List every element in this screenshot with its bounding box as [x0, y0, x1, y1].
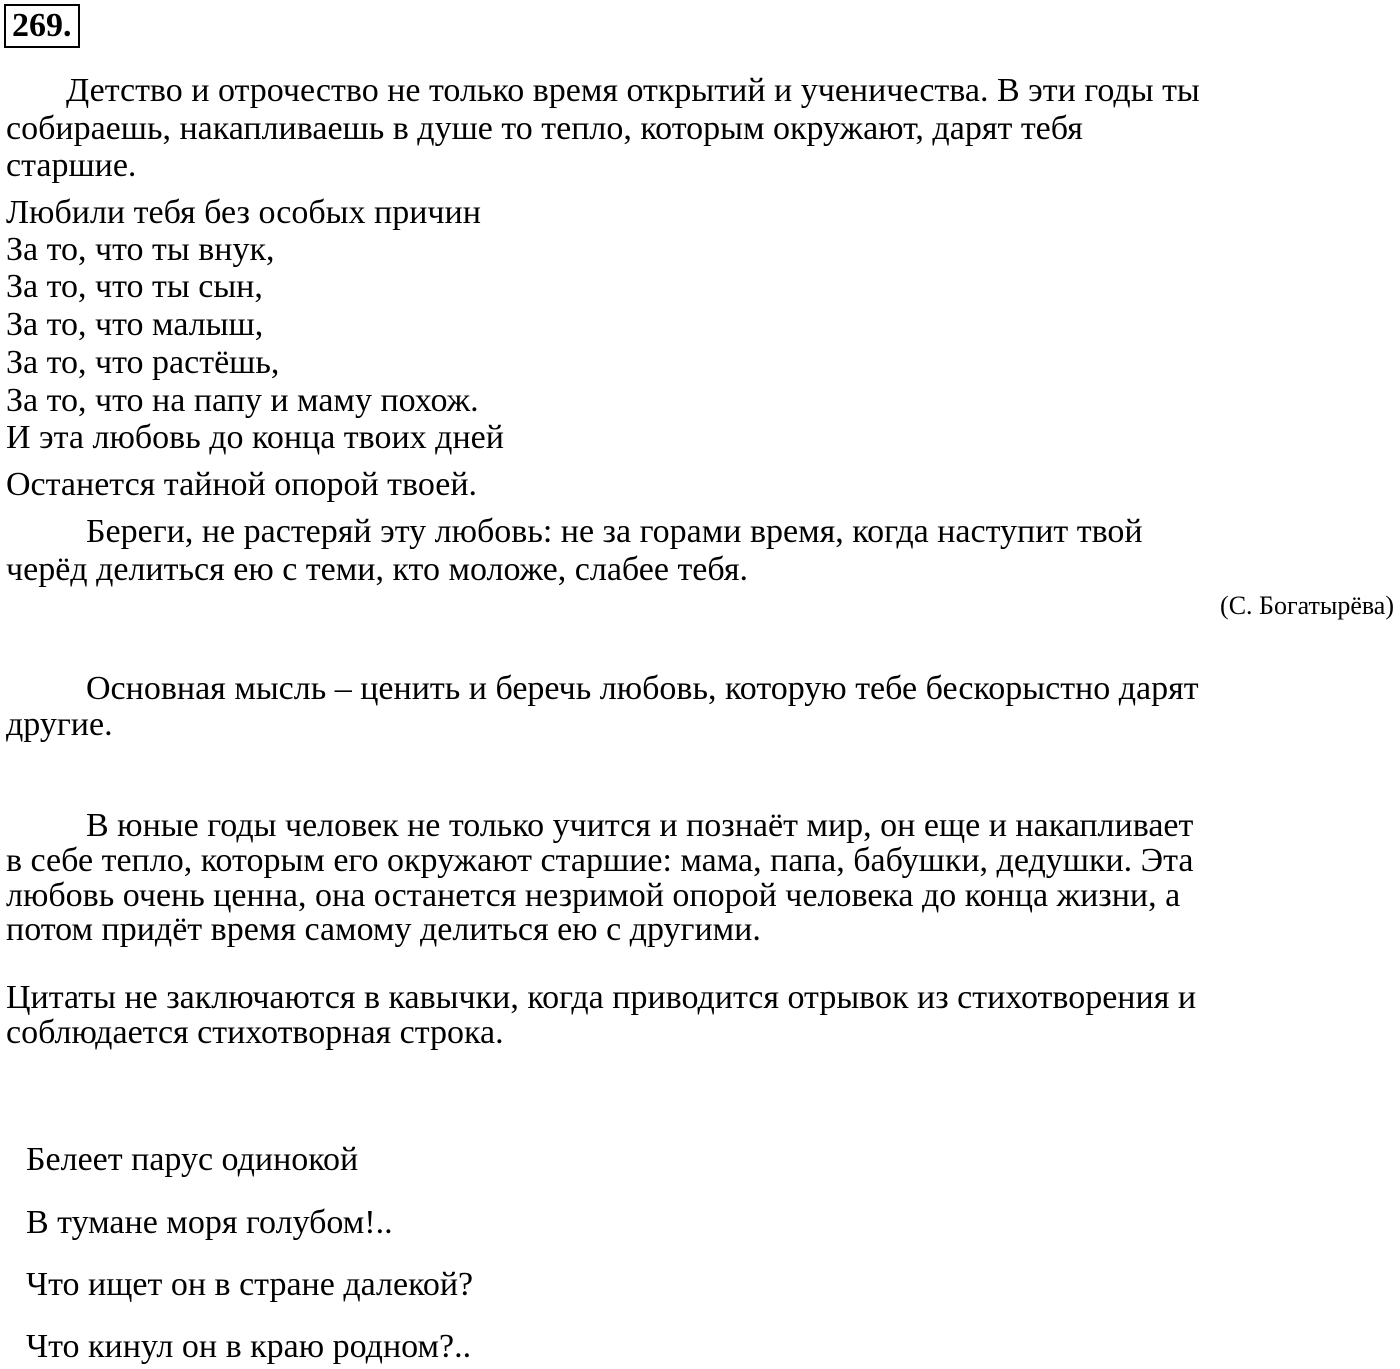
intro-line-1: Детство и отрочество не только время открытий и ученичества. В эти годы ты [66, 72, 1200, 109]
author-attribution: (С. Богатырёва) [1220, 591, 1394, 620]
closing-line-2: черёд делиться ею с теми, кто моложе, слабее тебя. [6, 551, 748, 588]
intro-line-2: собираешь, накапливаешь в душе то тепло, которым окружают, дарят тебя [6, 110, 1083, 147]
summary-line-3: любовь очень ценна, она останется незримой опорой человека до конца жизни, а [6, 877, 1181, 914]
poem-line-4: За то, что малыш, [6, 306, 264, 343]
poem-line-5: За то, что растёшь, [6, 344, 280, 381]
poem-line-3: За то, что ты сын, [6, 268, 263, 305]
poem-line-8: Останется тайной опорой твоей. [6, 466, 478, 503]
poem-line-7: И эта любовь до конца твоих дней [6, 419, 504, 456]
main-idea-line-1: Основная мысль – ценить и беречь любовь, которую тебе бескорыстно дарят [86, 670, 1199, 707]
poem-line-2: За то, что ты внук, [6, 231, 275, 268]
main-idea-line-2: другие. [6, 706, 113, 743]
rule-line-2: соблюдается стихотворная строка. [6, 1014, 504, 1051]
poem-line-1: Любили тебя без особых причин [6, 194, 481, 231]
example-poem-line-4: Что кинул он в краю родном?.. [26, 1328, 472, 1365]
example-poem-line-3: Что ищет он в стране далекой? [26, 1266, 474, 1303]
poem-line-6: За то, что на папу и маму похож. [6, 382, 479, 419]
rule-line-1: Цитаты не заключаются в кавычки, когда приводится отрывок из стихотворения и [6, 979, 1197, 1016]
exercise-number: 269. [4, 4, 80, 48]
closing-line-1: Береги, не растеряй эту любовь: не за горами время, когда наступит твой [86, 513, 1143, 550]
summary-line-1: В юные годы человек не только учится и познаёт мир, он еще и накапливает [86, 807, 1194, 844]
example-poem-line-2: В тумане моря голубом!.. [26, 1204, 393, 1241]
intro-line-3: старшие. [6, 147, 137, 184]
example-poem-line-1: Белеет парус одинокой [26, 1141, 359, 1178]
summary-line-2: в себе тепло, которым его окружают старшие: мама, папа, бабушки, дедушки. Эта [6, 842, 1194, 879]
summary-line-4: потом придёт время самому делиться ею с другими. [6, 911, 761, 948]
